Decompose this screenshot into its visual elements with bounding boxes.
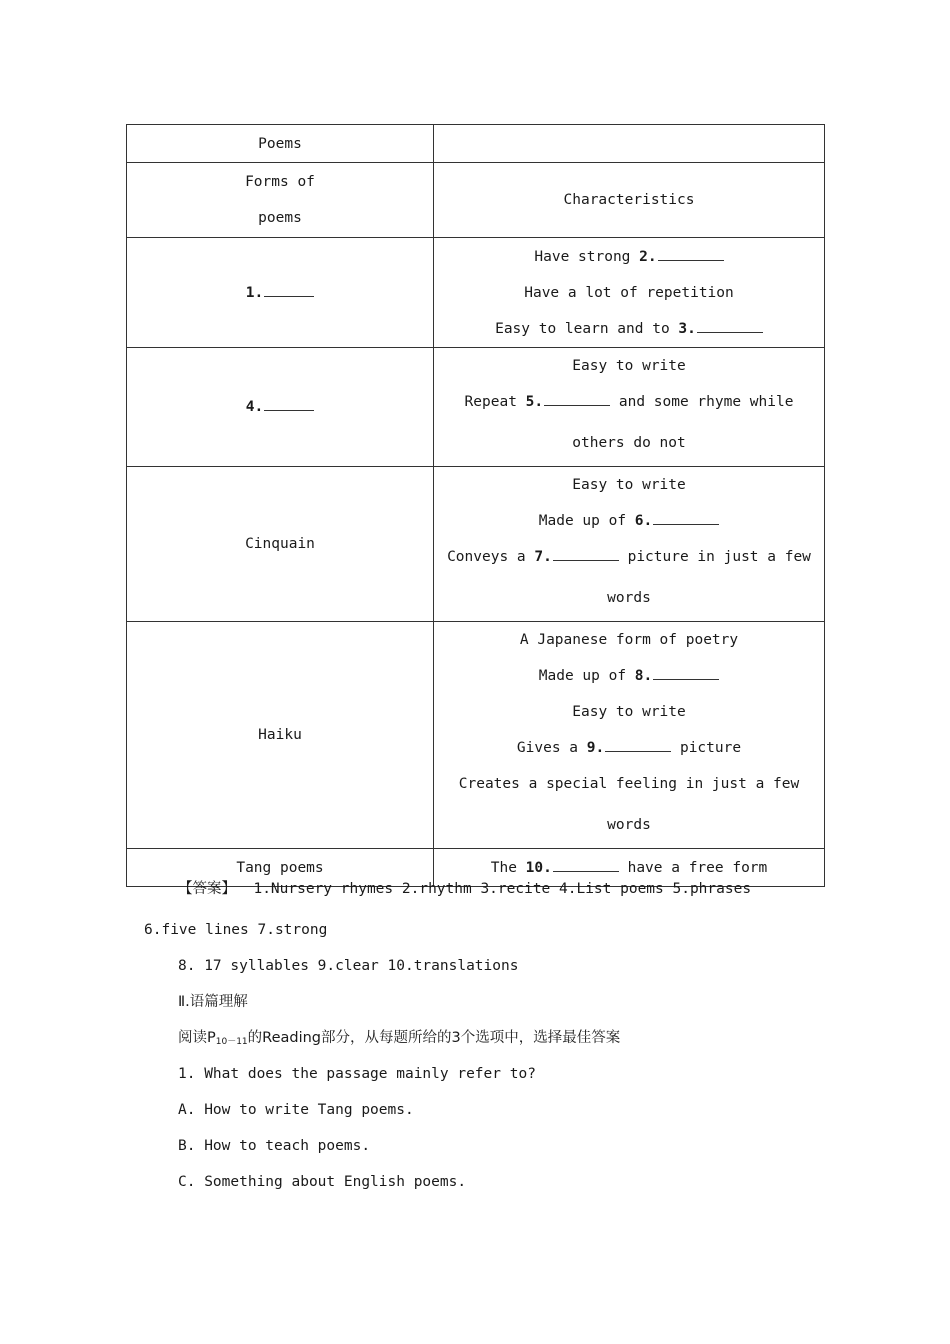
poems-table: [126, 124, 825, 887]
answer-blank-9[interactable]: [605, 737, 671, 752]
line-text: Made up of: [538, 668, 635, 684]
blank-number-6: 6.: [634, 513, 653, 529]
characteristics-cell: [434, 163, 825, 238]
line-text: Gives a: [516, 740, 587, 756]
line-text: Have a lot of repetition: [524, 284, 734, 301]
instruction-text: 的Reading部分，从每题所给的3个选项中，选择最佳答案: [247, 1030, 621, 1046]
characteristic-line: [434, 348, 824, 384]
characteristic-line: [434, 575, 824, 621]
question-stem: 1. What does the passage mainly refer to?: [178, 1066, 536, 1082]
option-b[interactable]: B. How to teach poems.: [178, 1138, 371, 1154]
characteristics-cell-4: [434, 348, 825, 467]
line-text: Creates a special feeling in just a few: [458, 776, 800, 792]
line-text: Easy to write: [572, 704, 686, 720]
answer-blank-1[interactable]: [264, 282, 314, 297]
table-header-row: [127, 125, 825, 163]
table-row: [127, 348, 825, 467]
option-c[interactable]: C. Something about English poems.: [178, 1174, 467, 1190]
answer-label: 【答案】: [178, 881, 236, 897]
line-text: The: [490, 859, 526, 876]
form-cell-4: [127, 348, 434, 467]
page-range-subscript: 10－11: [215, 1037, 248, 1047]
answer-blank-7[interactable]: [553, 546, 619, 561]
characteristic-line: [434, 694, 824, 730]
table-row: [127, 467, 825, 622]
characteristic-line: [434, 766, 824, 802]
blank-number-7: 7.: [534, 549, 552, 565]
line-text: Repeat: [464, 394, 526, 410]
forms-of-poems-cell: [127, 163, 434, 238]
line-text: others do not: [572, 435, 686, 451]
characteristic-line: [434, 802, 824, 848]
form-cell-cinquain: [127, 467, 434, 622]
line-text: words: [607, 817, 651, 833]
blank-number-2: 2.: [639, 248, 657, 265]
answer-line-1: [178, 879, 751, 899]
line-text: A Japanese form of poetry: [519, 632, 739, 648]
answer-line-2: 6.five lines 7.strong: [144, 922, 328, 938]
blank-number-3: 3.: [678, 320, 696, 337]
line-text: Easy to write: [572, 358, 686, 374]
table-row: [127, 622, 825, 849]
answer-blank-10[interactable]: [553, 857, 619, 872]
characteristic-line: [434, 658, 824, 694]
characteristic-line: [434, 275, 824, 311]
answer-blank-5[interactable]: [544, 391, 610, 406]
characteristic-line: [434, 384, 824, 420]
line-text: picture: [671, 740, 742, 756]
blank-number-4: 4.: [245, 399, 264, 415]
line-text: Easy to learn and to: [495, 320, 679, 337]
table-row: [127, 238, 825, 348]
characteristic-line: [434, 539, 824, 575]
header-empty-cell: [434, 125, 825, 163]
blank-number-10: 10.: [525, 859, 552, 876]
answer-text: 1.Nursery rhymes 2.rhythm 3.recite 4.List poems 5.phrases: [253, 881, 752, 897]
line-text: Conveys a: [447, 549, 535, 565]
characteristic-line: [434, 503, 824, 539]
header-poems-text: Poems: [258, 135, 302, 152]
form-name: Tang poems: [236, 859, 324, 876]
form-name: Haiku: [258, 727, 302, 743]
option-a[interactable]: A. How to write Tang poems.: [178, 1102, 414, 1118]
characteristic-line: [434, 730, 824, 766]
answer-blank-4[interactable]: [264, 396, 314, 411]
characteristic-line: [434, 239, 824, 275]
line-text: Have strong: [534, 248, 640, 265]
poems-line: poems: [258, 210, 302, 226]
section-instruction: [178, 1028, 620, 1052]
header-poems-cell: [127, 125, 434, 163]
line-text: picture in just a few: [618, 549, 811, 565]
characteristics-text: Characteristics: [563, 192, 695, 208]
blank-number-9: 9.: [586, 740, 605, 756]
blank-number-5: 5.: [525, 394, 544, 410]
characteristic-line: [434, 311, 824, 347]
answer-blank-2[interactable]: [658, 246, 724, 261]
line-text: and some rhyme while: [610, 394, 794, 410]
forms-of-line: Forms of: [245, 174, 315, 190]
characteristics-cell-1: [434, 238, 825, 348]
line-text: have a free form: [618, 859, 768, 876]
form-name: Cinquain: [245, 536, 315, 552]
form-cell-1: [127, 238, 434, 348]
line-text: Made up of: [538, 513, 635, 529]
answer-blank-3[interactable]: [697, 318, 763, 333]
line-text: Easy to write: [572, 477, 686, 493]
instruction-text: 阅读P: [178, 1030, 216, 1046]
form-cell-haiku: [127, 622, 434, 849]
characteristic-line: [434, 467, 824, 503]
characteristics-cell-cinquain: [434, 467, 825, 622]
characteristic-line: [434, 420, 824, 466]
answer-blank-8[interactable]: [653, 665, 719, 680]
answer-line-3: 8. 17 syllables 9.clear 10.translations: [178, 958, 519, 974]
line-text: words: [607, 590, 651, 606]
blank-number-8: 8.: [634, 668, 653, 684]
blank-number-1: 1.: [245, 284, 264, 301]
characteristic-line: [434, 622, 824, 658]
answer-blank-6[interactable]: [653, 510, 719, 525]
table-subheader-row: [127, 163, 825, 238]
section-heading: Ⅱ.语篇理解: [178, 994, 248, 1010]
characteristics-cell-haiku: [434, 622, 825, 849]
